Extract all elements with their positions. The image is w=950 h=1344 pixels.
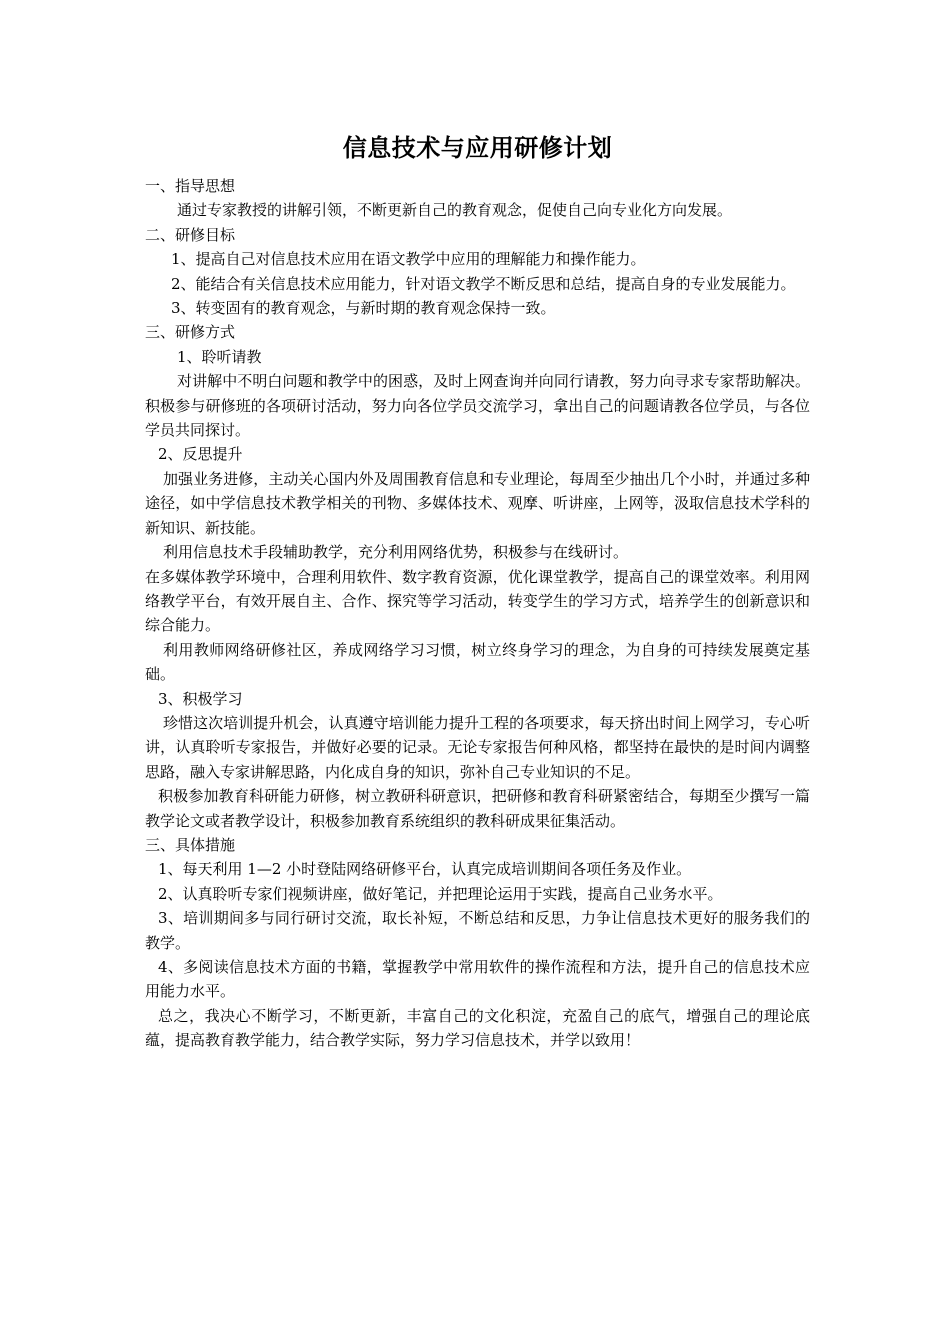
paragraph: 二、研修目标 (145, 225, 236, 244)
paragraph: 3、培训期间多与同行研讨交流，取长补短，不断总结和反思，力争让信息技术更好的服务我们的教学。 (145, 909, 810, 952)
paragraph: 珍惜这次培训提升机会，认真遵守培训能力提升工程的各项要求，每天挤出时间上网学习，专心听讲，认真聆听专家报告，并做好必要的记录。无论专家报告何种风格，都坚持在最快的是时间内调整思路，融入专家讲解思路，内化成自身的知识，弥补自己专业知识的不足。 (145, 713, 810, 781)
paragraph: 加强业务进修，主动关心国内外及周围教育信息和专业理论，每周至少抽出几个小时，并通过多种途径，如中学信息技术教学相关的刊物、多媒体技术、观摩、听讲座，上网等，汲取信息技术学科的新知识、新技能。 (145, 469, 810, 537)
paragraph: 3、积极学习 (158, 689, 243, 708)
paragraph: 4、多阅读信息技术方面的书籍，掌握教学中常用软件的操作流程和方法，提升自己的信息技术应用能力水平。 (145, 958, 810, 1001)
paragraph: 利用信息技术手段辅助教学，充分利用网络优势，积极参与在线研讨。 (163, 543, 629, 562)
paragraph: 积极参加教育科研能力研修，树立教研科研意识，把研修和教育科研紧密结合，每期至少撰写一篇教学论文或者教学设计，积极参加教育系统组织的教科研成果征集活动。 (145, 787, 810, 830)
paragraph: 3、转变固有的教育观念，与新时期的教育观念保持一致。 (171, 299, 556, 318)
paragraph: 2、认真聆听专家们视频讲座，做好笔记，并把理论运用于实践，提高自己业务水平。 (158, 884, 723, 903)
document-title: 信息技术与应用研修计划 (342, 133, 613, 162)
paragraph: 通过专家教授的讲解引领，不断更新自己的教育观念，促使自己向专业化方向发展。 (177, 201, 733, 220)
paragraph: 利用教师网络研修社区，养成网络学习习惯，树立终身学习的理念，为自身的可持续发展奠定基础。 (145, 640, 810, 684)
paragraph: 在多媒体教学环境中，合理利用软件、数字教育资源，优化课堂教学，提高自己的课堂效率。利用网络教学平台，有效开展自主、合作、探究等学习活动，转变学生的学习方式，培养学生的创新意识和综合能力。 (145, 567, 810, 635)
paragraph: 2、能结合有关信息技术应用能力，针对语文教学不断反思和总结，提高自身的专业发展能力。 (171, 274, 796, 293)
paragraph: 2、反思提升 (158, 445, 243, 464)
paragraph: 对讲解中不明白问题和教学中的困惑，及时上网查询并向同行请教，努力向寻求专家帮助解决。积极参与研修班的各项研讨活动，努力向各位学员交流学习，拿出自己的问题请教各位学员，与各位学员共同探讨。 (145, 372, 810, 440)
paragraph: 1、提高自己对信息技术应用在语文教学中应用的理解能力和操作能力。 (171, 250, 646, 269)
paragraph: 1、每天利用 1—2 小时登陆网络研修平台，认真完成培训期间各项任务及作业。 (158, 860, 692, 879)
paragraph: 三、研修方式 (145, 323, 236, 342)
document-body (145, 174, 810, 1053)
paragraph: 1、聆听请教 (177, 347, 262, 366)
paragraph: 三、具体措施 (145, 835, 236, 854)
paragraph: 总之，我决心不断学习，不断更新，丰富自己的文化积淀，充盈自己的底气，增强自己的理论底蕴，提高教育教学能力，结合教学实际，努力学习信息技术，并学以致用！ (145, 1006, 810, 1050)
paragraph: 一、指导思想 (145, 177, 236, 195)
document-page (145, 130, 810, 1053)
